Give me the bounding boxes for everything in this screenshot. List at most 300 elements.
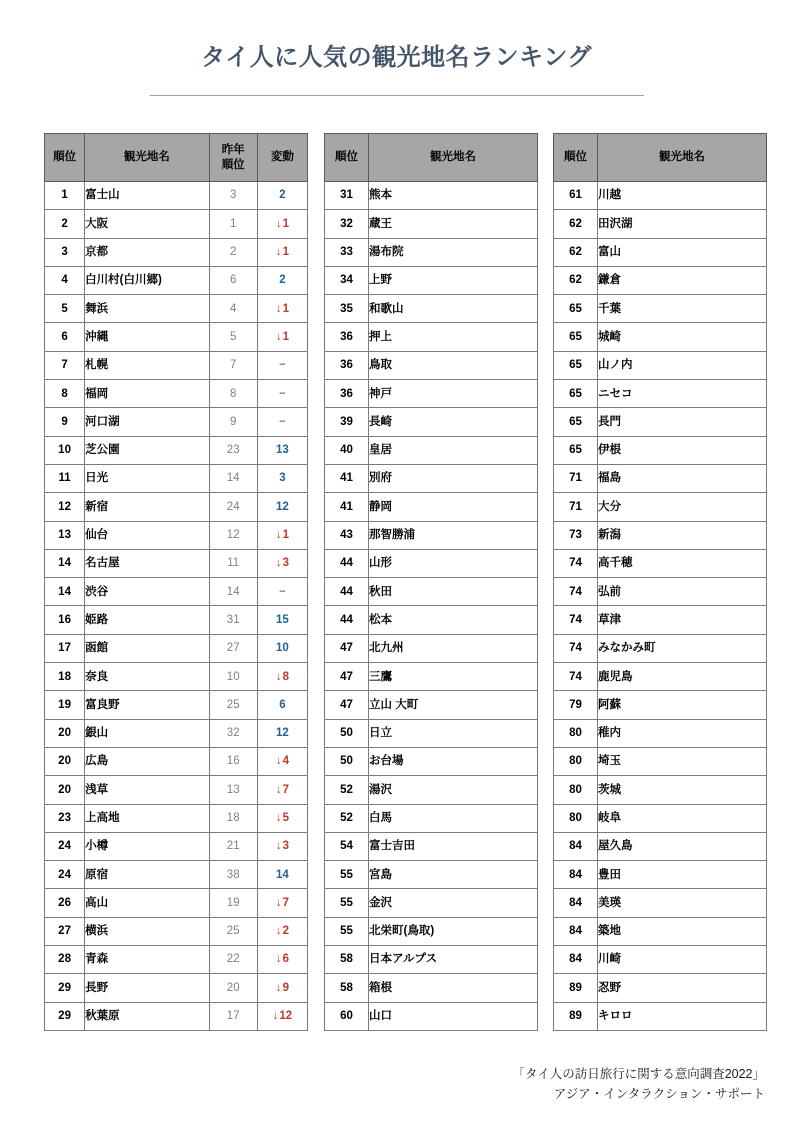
table-row: [45, 889, 308, 917]
footer-organization: アジア・インタラクション・サポート: [553, 1087, 765, 1102]
cell-place-name: 皇居: [369, 436, 538, 464]
arrow-down-icon: ↓: [275, 529, 282, 542]
cell-rank: 74: [554, 578, 598, 606]
cell-rank: 89: [554, 1002, 598, 1030]
cell-rank: 62: [554, 238, 598, 266]
table-row: [554, 182, 767, 210]
cell-place-name: 渋谷: [85, 578, 209, 606]
change-value: 2: [279, 274, 286, 287]
table-row: [554, 747, 767, 775]
cell-place-name: みなかみ町: [598, 634, 767, 662]
change-value: 9: [282, 981, 289, 994]
cell-place-name: 上野: [369, 266, 538, 294]
cell-rank: 55: [325, 917, 369, 945]
table-row: [554, 521, 767, 549]
cell-change: [257, 521, 307, 549]
table-row: [45, 295, 308, 323]
table-row: [325, 663, 538, 691]
arrow-down-icon: ↓: [275, 953, 282, 966]
table-row: [45, 464, 308, 492]
change-value: 6: [279, 698, 286, 711]
change-value: −: [279, 585, 286, 598]
cell-place-name: 美瑛: [598, 889, 767, 917]
table-row: [554, 266, 767, 294]
table-row: [45, 323, 308, 351]
arrow-down-icon: ↓: [275, 840, 282, 853]
cell-place-name: 日立: [369, 719, 538, 747]
table-row: [554, 719, 767, 747]
change-value: 12: [279, 1010, 293, 1023]
cell-rank: 44: [325, 549, 369, 577]
cell-place-name: 宮島: [369, 861, 538, 889]
cell-rank: 1: [45, 182, 85, 210]
arrow-down-icon: ↓: [275, 557, 282, 570]
cell-place-name: 田沢湖: [598, 210, 767, 238]
cell-place-name: お台場: [369, 747, 538, 775]
cell-last-year-rank: 25: [209, 691, 257, 719]
cell-last-year-rank: 12: [209, 521, 257, 549]
change-value: 10: [275, 642, 289, 655]
cell-last-year-rank: 27: [209, 634, 257, 662]
cell-rank: 2: [45, 210, 85, 238]
arrow-down-icon: ↓: [275, 246, 282, 259]
cell-place-name: 立山 大町: [369, 691, 538, 719]
cell-rank: 20: [45, 747, 85, 775]
table-row: [325, 351, 538, 379]
cell-rank: 84: [554, 917, 598, 945]
cell-place-name: 岐阜: [598, 804, 767, 832]
table-row: [325, 634, 538, 662]
cell-place-name: 鳥取: [369, 351, 538, 379]
cell-rank: 80: [554, 747, 598, 775]
cell-rank: 5: [45, 295, 85, 323]
cell-rank: 12: [45, 493, 85, 521]
cell-rank: 43: [325, 521, 369, 549]
cell-place-name: 大阪: [85, 210, 209, 238]
cell-last-year-rank: 9: [209, 408, 257, 436]
cell-place-name: 川崎: [598, 946, 767, 974]
table-row: [325, 238, 538, 266]
table-row: [325, 1002, 538, 1030]
cell-last-year-rank: 14: [209, 578, 257, 606]
cell-rank: 74: [554, 663, 598, 691]
cell-last-year-rank: 21: [209, 832, 257, 860]
column-header-last-year-line2: 順位: [221, 158, 245, 171]
cell-rank: 6: [45, 323, 85, 351]
cell-last-year-rank: 22: [209, 946, 257, 974]
table-row: [325, 804, 538, 832]
cell-place-name: 神戸: [369, 380, 538, 408]
table-row: [45, 663, 308, 691]
cell-change: [257, 493, 307, 521]
change-value: 6: [282, 953, 289, 966]
column-header-last-year: [209, 134, 257, 182]
cell-place-name: 三鷹: [369, 663, 538, 691]
cell-rank: 89: [554, 974, 598, 1002]
cell-last-year-rank: 7: [209, 351, 257, 379]
table-row: [325, 210, 538, 238]
table-row: [45, 917, 308, 945]
cell-rank: 73: [554, 521, 598, 549]
cell-place-name: 河口湖: [85, 408, 209, 436]
cell-rank: 24: [45, 832, 85, 860]
cell-last-year-rank: 13: [209, 776, 257, 804]
arrow-down-icon: ↓: [275, 670, 282, 683]
cell-change: [257, 804, 307, 832]
table-2-header-row: [325, 134, 538, 182]
cell-place-name: 鹿児島: [598, 663, 767, 691]
cell-place-name: 広島: [85, 747, 209, 775]
ranking-table-3: [553, 133, 767, 1031]
cell-rank: 52: [325, 776, 369, 804]
table-row: [554, 663, 767, 691]
cell-place-name: 屋久島: [598, 832, 767, 860]
cell-change: [257, 634, 307, 662]
cell-place-name: 奈良: [85, 663, 209, 691]
cell-rank: 47: [325, 691, 369, 719]
change-value: 7: [282, 783, 289, 796]
cell-change: [257, 889, 307, 917]
cell-rank: 54: [325, 832, 369, 860]
cell-place-name: 金沢: [369, 889, 538, 917]
arrow-down-icon: ↓: [275, 217, 282, 230]
table-row: [325, 747, 538, 775]
cell-last-year-rank: 2: [209, 238, 257, 266]
table-row: [554, 776, 767, 804]
cell-place-name: 新宿: [85, 493, 209, 521]
table-row: [325, 861, 538, 889]
table-row: [45, 266, 308, 294]
table-row: [554, 578, 767, 606]
table-row: [325, 889, 538, 917]
cell-change: [257, 436, 307, 464]
table-row: [325, 776, 538, 804]
cell-place-name: 福岡: [85, 380, 209, 408]
arrow-down-icon: ↓: [275, 981, 282, 994]
change-value: 1: [282, 529, 289, 542]
cell-place-name: 芝公園: [85, 436, 209, 464]
cell-place-name: 長門: [598, 408, 767, 436]
cell-place-name: 長野: [85, 974, 209, 1002]
cell-place-name: 青森: [85, 946, 209, 974]
cell-change: [257, 691, 307, 719]
cell-change: [257, 747, 307, 775]
cell-place-name: 銀山: [85, 719, 209, 747]
column-header-name: 観光地名: [369, 134, 538, 182]
arrow-down-icon: ↓: [275, 811, 282, 824]
cell-rank: 36: [325, 351, 369, 379]
cell-rank: 55: [325, 861, 369, 889]
cell-place-name: 熊本: [369, 182, 538, 210]
cell-last-year-rank: 5: [209, 323, 257, 351]
change-value: 1: [282, 217, 289, 230]
cell-change: [257, 408, 307, 436]
cell-change: [257, 578, 307, 606]
cell-rank: 60: [325, 1002, 369, 1030]
table-row: [325, 408, 538, 436]
table-row: [554, 380, 767, 408]
change-value: 12: [275, 500, 289, 513]
cell-rank: 17: [45, 634, 85, 662]
cell-place-name: 富士山: [85, 182, 209, 210]
cell-rank: 65: [554, 408, 598, 436]
cell-place-name: 福島: [598, 464, 767, 492]
cell-place-name: 大分: [598, 493, 767, 521]
table-row: [45, 804, 308, 832]
table-row: [45, 238, 308, 266]
cell-rank: 44: [325, 606, 369, 634]
footer: [512, 1064, 765, 1105]
table-row: [325, 323, 538, 351]
cell-rank: 29: [45, 974, 85, 1002]
cell-rank: 65: [554, 436, 598, 464]
cell-place-name: 白川村(白川郷): [85, 266, 209, 294]
cell-change: [257, 182, 307, 210]
cell-place-name: 茨城: [598, 776, 767, 804]
table-row: [325, 182, 538, 210]
cell-rank: 9: [45, 408, 85, 436]
arrow-down-icon: ↓: [275, 302, 282, 315]
table-row: [45, 182, 308, 210]
cell-rank: 26: [45, 889, 85, 917]
cell-rank: 84: [554, 889, 598, 917]
cell-place-name: 秋田: [369, 578, 538, 606]
cell-rank: 16: [45, 606, 85, 634]
table-row: [554, 974, 767, 1002]
cell-last-year-rank: 20: [209, 974, 257, 1002]
cell-place-name: 函館: [85, 634, 209, 662]
cell-rank: 62: [554, 266, 598, 294]
cell-place-name: 長崎: [369, 408, 538, 436]
table-row: [45, 549, 308, 577]
cell-place-name: 伊根: [598, 436, 767, 464]
cell-last-year-rank: 17: [209, 1002, 257, 1030]
cell-change: [257, 464, 307, 492]
cell-change: [257, 380, 307, 408]
table-row: [325, 606, 538, 634]
table-row: [45, 521, 308, 549]
table-row: [325, 719, 538, 747]
table-row: [325, 549, 538, 577]
cell-last-year-rank: 24: [209, 493, 257, 521]
change-value: 14: [275, 868, 289, 881]
cell-rank: 32: [325, 210, 369, 238]
cell-rank: 52: [325, 804, 369, 832]
cell-place-name: 千葉: [598, 295, 767, 323]
cell-change: [257, 606, 307, 634]
table-row: [554, 946, 767, 974]
table-row: [325, 974, 538, 1002]
table-row: [554, 634, 767, 662]
table-2-body: [325, 182, 538, 1031]
change-value: 1: [282, 302, 289, 315]
change-value: 13: [275, 444, 289, 457]
table-row: [554, 323, 767, 351]
table-row: [554, 238, 767, 266]
cell-place-name: 静岡: [369, 493, 538, 521]
cell-change: [257, 295, 307, 323]
cell-change: [257, 238, 307, 266]
cell-rank: 71: [554, 464, 598, 492]
cell-change: [257, 1002, 307, 1030]
cell-place-name: 高山: [85, 889, 209, 917]
table-row: [45, 861, 308, 889]
cell-change: [257, 832, 307, 860]
cell-rank: 61: [554, 182, 598, 210]
change-value: −: [279, 387, 286, 400]
cell-place-name: 豊田: [598, 861, 767, 889]
table-row: [325, 521, 538, 549]
table-row: [554, 804, 767, 832]
cell-rank: 84: [554, 946, 598, 974]
cell-rank: 4: [45, 266, 85, 294]
cell-place-name: 高千穂: [598, 549, 767, 577]
cell-last-year-rank: 11: [209, 549, 257, 577]
cell-rank: 50: [325, 719, 369, 747]
change-value: 2: [282, 925, 289, 938]
cell-rank: 13: [45, 521, 85, 549]
cell-place-name: 松本: [369, 606, 538, 634]
cell-rank: 55: [325, 889, 369, 917]
table-row: [45, 691, 308, 719]
cell-place-name: 姫路: [85, 606, 209, 634]
cell-last-year-rank: 8: [209, 380, 257, 408]
table-row: [45, 578, 308, 606]
cell-rank: 44: [325, 578, 369, 606]
cell-place-name: 仙台: [85, 521, 209, 549]
cell-change: [257, 351, 307, 379]
table-row: [554, 549, 767, 577]
cell-rank: 65: [554, 351, 598, 379]
table-3-header-row: [554, 134, 767, 182]
table-row: [554, 861, 767, 889]
table-row: [554, 691, 767, 719]
cell-last-year-rank: 10: [209, 663, 257, 691]
cell-last-year-rank: 23: [209, 436, 257, 464]
column-header-rank: 順位: [325, 134, 369, 182]
cell-place-name: 別府: [369, 464, 538, 492]
table-row: [325, 832, 538, 860]
table-row: [45, 719, 308, 747]
cell-rank: 39: [325, 408, 369, 436]
cell-change: [257, 663, 307, 691]
arrow-down-icon: ↓: [272, 1010, 279, 1023]
cell-place-name: 日光: [85, 464, 209, 492]
table-row: [325, 691, 538, 719]
cell-rank: 65: [554, 295, 598, 323]
cell-rank: 71: [554, 493, 598, 521]
cell-place-name: 秋葉原: [85, 1002, 209, 1030]
cell-place-name: 山口: [369, 1002, 538, 1030]
cell-place-name: 築地: [598, 917, 767, 945]
cell-place-name: 富山: [598, 238, 767, 266]
table-row: [325, 464, 538, 492]
cell-rank: 50: [325, 747, 369, 775]
cell-change: [257, 549, 307, 577]
table-row: [45, 351, 308, 379]
table-row: [325, 380, 538, 408]
table-1-body: [45, 182, 308, 1031]
cell-rank: 28: [45, 946, 85, 974]
change-value: 5: [282, 811, 289, 824]
ranking-table-2: [324, 133, 538, 1031]
cell-rank: 3: [45, 238, 85, 266]
table-row: [45, 974, 308, 1002]
cell-place-name: 札幌: [85, 351, 209, 379]
cell-place-name: 城崎: [598, 323, 767, 351]
cell-last-year-rank: 4: [209, 295, 257, 323]
cell-rank: 58: [325, 946, 369, 974]
cell-place-name: 新潟: [598, 521, 767, 549]
cell-rank: 65: [554, 380, 598, 408]
change-value: −: [279, 359, 286, 372]
page-title: タイ人に人気の観光地名ランキング: [201, 44, 592, 71]
table-row: [554, 917, 767, 945]
cell-rank: 34: [325, 266, 369, 294]
table-row: [325, 946, 538, 974]
ranking-tables-row: [0, 133, 793, 1031]
cell-place-name: 押上: [369, 323, 538, 351]
cell-last-year-rank: 16: [209, 747, 257, 775]
table-row: [325, 295, 538, 323]
cell-rank: 10: [45, 436, 85, 464]
cell-place-name: 北九州: [369, 634, 538, 662]
table-row: [554, 295, 767, 323]
ranking-table-1: [44, 133, 308, 1031]
cell-rank: 8: [45, 380, 85, 408]
table-row: [325, 266, 538, 294]
ranking-table-1-wrap: [44, 133, 308, 1031]
cell-rank: 80: [554, 719, 598, 747]
cell-rank: 80: [554, 804, 598, 832]
cell-place-name: 北栄町(鳥取): [369, 917, 538, 945]
cell-place-name: 川越: [598, 182, 767, 210]
cell-place-name: 原宿: [85, 861, 209, 889]
table-3-body: [554, 182, 767, 1031]
cell-place-name: 浅草: [85, 776, 209, 804]
cell-rank: 41: [325, 464, 369, 492]
arrow-down-icon: ↓: [275, 925, 282, 938]
cell-rank: 84: [554, 832, 598, 860]
cell-rank: 24: [45, 861, 85, 889]
cell-last-year-rank: 32: [209, 719, 257, 747]
cell-place-name: 富士吉田: [369, 832, 538, 860]
table-row: [325, 493, 538, 521]
cell-place-name: 湯沢: [369, 776, 538, 804]
cell-rank: 47: [325, 634, 369, 662]
ranking-table-3-wrap: [553, 133, 766, 1031]
cell-rank: 36: [325, 323, 369, 351]
cell-place-name: 埼玉: [598, 747, 767, 775]
cell-place-name: 箱根: [369, 974, 538, 1002]
column-header-rank: 順位: [45, 134, 85, 182]
table-row: [45, 634, 308, 662]
footer-source-title: 「タイ人の訪日旅行に関する意向調査2022」: [512, 1066, 765, 1081]
table-row: [325, 436, 538, 464]
change-value: 8: [282, 670, 289, 683]
cell-rank: 20: [45, 776, 85, 804]
cell-change: [257, 266, 307, 294]
cell-place-name: 山形: [369, 549, 538, 577]
change-value: 1: [282, 246, 289, 259]
table-row: [554, 493, 767, 521]
table-row: [554, 1002, 767, 1030]
cell-rank: 41: [325, 493, 369, 521]
column-header-name: 観光地名: [85, 134, 209, 182]
cell-place-name: 上高地: [85, 804, 209, 832]
cell-change: [257, 974, 307, 1002]
table-row: [554, 832, 767, 860]
